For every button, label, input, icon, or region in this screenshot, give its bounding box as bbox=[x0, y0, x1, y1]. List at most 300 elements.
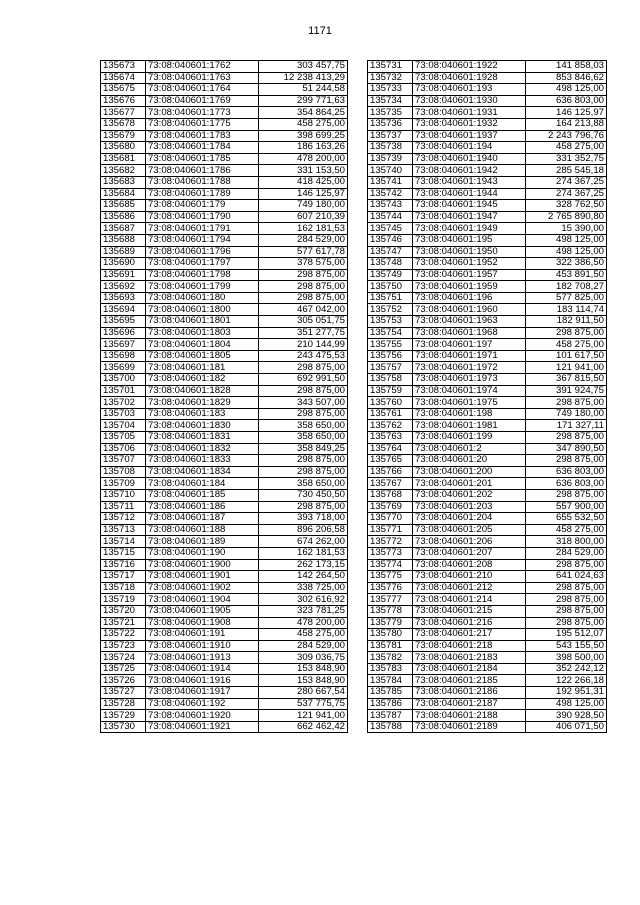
cadastral-number-cell: 73:08:040601:195 bbox=[413, 234, 526, 246]
table-row bbox=[101, 594, 348, 606]
row-number-cell: 135737 bbox=[368, 130, 413, 142]
row-number-cell: 135779 bbox=[368, 617, 413, 629]
table-row bbox=[101, 61, 348, 73]
value-cell: 331 352,75 bbox=[526, 153, 607, 165]
cadastral-number-cell: 73:08:040601:1952 bbox=[413, 258, 526, 270]
table-row bbox=[101, 397, 348, 409]
table-row bbox=[101, 200, 348, 212]
value-cell: 162 181,53 bbox=[259, 223, 348, 235]
row-number-cell: 135782 bbox=[368, 652, 413, 664]
cadastral-number-cell: 73:08:040601:1916 bbox=[146, 675, 259, 687]
row-number-cell: 135775 bbox=[368, 571, 413, 583]
value-cell: 367 815,50 bbox=[526, 374, 607, 386]
row-number-cell: 135781 bbox=[368, 640, 413, 652]
value-cell: 478 200,00 bbox=[259, 617, 348, 629]
value-cell: 101 617,50 bbox=[526, 350, 607, 362]
table-row bbox=[101, 72, 348, 84]
row-number-cell: 135689 bbox=[101, 246, 146, 258]
table-row bbox=[368, 327, 607, 339]
register-table-right-body bbox=[368, 61, 607, 733]
table-row bbox=[101, 524, 348, 536]
value-cell: 186 163,26 bbox=[259, 142, 348, 154]
cadastral-number-cell: 73:08:040601:1930 bbox=[413, 95, 526, 107]
table-row bbox=[101, 675, 348, 687]
table-row bbox=[101, 258, 348, 270]
value-cell: 122 266,18 bbox=[526, 675, 607, 687]
value-cell: 305 051,75 bbox=[259, 316, 348, 328]
value-cell: 351 277,75 bbox=[259, 327, 348, 339]
value-cell: 453 891,50 bbox=[526, 269, 607, 281]
cadastral-number-cell: 73:08:040601:1940 bbox=[413, 153, 526, 165]
cadastral-number-cell: 73:08:040601:1784 bbox=[146, 142, 259, 154]
cadastral-number-cell: 73:08:040601:1904 bbox=[146, 594, 259, 606]
cadastral-number-cell: 73:08:040601:1937 bbox=[413, 130, 526, 142]
table-row bbox=[101, 571, 348, 583]
row-number-cell: 135673 bbox=[101, 61, 146, 73]
value-cell: 498 125,00 bbox=[526, 84, 607, 96]
cadastral-number-cell: 73:08:040601:1804 bbox=[146, 339, 259, 351]
table-row bbox=[368, 153, 607, 165]
value-cell: 730 450,50 bbox=[259, 489, 348, 501]
cadastral-number-cell: 73:08:040601:197 bbox=[413, 339, 526, 351]
row-number-cell: 135703 bbox=[101, 408, 146, 420]
row-number-cell: 135715 bbox=[101, 547, 146, 559]
value-cell: 406 071,50 bbox=[526, 721, 607, 733]
row-number-cell: 135752 bbox=[368, 304, 413, 316]
cadastral-number-cell: 73:08:040601:1763 bbox=[146, 72, 259, 84]
row-number-cell: 135760 bbox=[368, 397, 413, 409]
row-number-cell: 135736 bbox=[368, 118, 413, 130]
table-row bbox=[368, 721, 607, 733]
table-row bbox=[101, 698, 348, 710]
table-row bbox=[101, 269, 348, 281]
row-number-cell: 135739 bbox=[368, 153, 413, 165]
row-number-cell: 135763 bbox=[368, 432, 413, 444]
cadastral-number-cell: 73:08:040601:201 bbox=[413, 478, 526, 490]
row-number-cell: 135756 bbox=[368, 350, 413, 362]
table-row bbox=[101, 605, 348, 617]
table-row bbox=[368, 188, 607, 200]
table-row bbox=[368, 269, 607, 281]
row-number-cell: 135731 bbox=[368, 61, 413, 73]
value-cell: 692 991,50 bbox=[259, 374, 348, 386]
value-cell: 478 200,00 bbox=[259, 153, 348, 165]
value-cell: 458 275,00 bbox=[259, 629, 348, 641]
table-row bbox=[101, 513, 348, 525]
table-row bbox=[101, 385, 348, 397]
table-row bbox=[101, 281, 348, 293]
cadastral-number-cell: 73:08:040601:194 bbox=[413, 142, 526, 154]
table-row bbox=[368, 478, 607, 490]
row-number-cell: 135733 bbox=[368, 84, 413, 96]
value-cell: 458 275,00 bbox=[526, 524, 607, 536]
row-number-cell: 135784 bbox=[368, 675, 413, 687]
row-number-cell: 135764 bbox=[368, 443, 413, 455]
cadastral-number-cell: 73:08:040601:1769 bbox=[146, 95, 259, 107]
table-row bbox=[368, 710, 607, 722]
table-row bbox=[368, 547, 607, 559]
table-row bbox=[368, 536, 607, 548]
row-number-cell: 135694 bbox=[101, 304, 146, 316]
row-number-cell: 135699 bbox=[101, 362, 146, 374]
value-cell: 298 875,00 bbox=[526, 432, 607, 444]
value-cell: 358 650,00 bbox=[259, 420, 348, 432]
cadastral-number-cell: 73:08:040601:1932 bbox=[413, 118, 526, 130]
table-row bbox=[368, 84, 607, 96]
row-number-cell: 135754 bbox=[368, 327, 413, 339]
row-number-cell: 135788 bbox=[368, 721, 413, 733]
value-cell: 749 180,00 bbox=[259, 200, 348, 212]
cadastral-number-cell: 73:08:040601:1791 bbox=[146, 223, 259, 235]
cadastral-number-cell: 73:08:040601:179 bbox=[146, 200, 259, 212]
table-row bbox=[368, 571, 607, 583]
row-number-cell: 135711 bbox=[101, 501, 146, 513]
table-row bbox=[101, 547, 348, 559]
cadastral-number-cell: 73:08:040601:1921 bbox=[146, 721, 259, 733]
row-number-cell: 135787 bbox=[368, 710, 413, 722]
table-row bbox=[368, 304, 607, 316]
value-cell: 243 475,53 bbox=[259, 350, 348, 362]
table-row bbox=[368, 489, 607, 501]
table-row bbox=[368, 501, 607, 513]
table-row bbox=[368, 72, 607, 84]
cadastral-number-cell: 73:08:040601:1798 bbox=[146, 269, 259, 281]
cadastral-number-cell: 73:08:040601:1900 bbox=[146, 559, 259, 571]
table-row bbox=[101, 443, 348, 455]
cadastral-number-cell: 73:08:040601:1959 bbox=[413, 281, 526, 293]
cadastral-number-cell: 73:08:040601:1831 bbox=[146, 432, 259, 444]
row-number-cell: 135742 bbox=[368, 188, 413, 200]
cadastral-number-cell: 73:08:040601:1833 bbox=[146, 455, 259, 467]
cadastral-number-cell: 73:08:040601:1828 bbox=[146, 385, 259, 397]
table-row bbox=[368, 605, 607, 617]
table-row bbox=[101, 640, 348, 652]
table-row bbox=[368, 211, 607, 223]
value-cell: 398 500,00 bbox=[526, 652, 607, 664]
table-row bbox=[101, 687, 348, 699]
row-number-cell: 135730 bbox=[101, 721, 146, 733]
cadastral-number-cell: 73:08:040601:1971 bbox=[413, 350, 526, 362]
value-cell: 853 846,62 bbox=[526, 72, 607, 84]
table-row bbox=[368, 374, 607, 386]
value-cell: 543 155,50 bbox=[526, 640, 607, 652]
row-number-cell: 135777 bbox=[368, 594, 413, 606]
value-cell: 298 875,00 bbox=[526, 397, 607, 409]
cadastral-number-cell: 73:08:040601:200 bbox=[413, 466, 526, 478]
value-cell: 274 367,25 bbox=[526, 176, 607, 188]
cadastral-number-cell: 73:08:040601:216 bbox=[413, 617, 526, 629]
value-cell: 303 457,75 bbox=[259, 61, 348, 73]
value-cell: 537 775,75 bbox=[259, 698, 348, 710]
row-number-cell: 135676 bbox=[101, 95, 146, 107]
table-row bbox=[368, 61, 607, 73]
row-number-cell: 135691 bbox=[101, 269, 146, 281]
row-number-cell: 135701 bbox=[101, 385, 146, 397]
cadastral-number-cell: 73:08:040601:1944 bbox=[413, 188, 526, 200]
register-table-left-body bbox=[101, 61, 348, 733]
cadastral-number-cell: 73:08:040601:1949 bbox=[413, 223, 526, 235]
cadastral-number-cell: 73:08:040601:1908 bbox=[146, 617, 259, 629]
cadastral-number-cell: 73:08:040601:210 bbox=[413, 571, 526, 583]
table-row bbox=[368, 594, 607, 606]
value-cell: 458 275,00 bbox=[526, 339, 607, 351]
cadastral-number-cell: 73:08:040601:188 bbox=[146, 524, 259, 536]
table-row bbox=[368, 397, 607, 409]
cadastral-number-cell: 73:08:040601:212 bbox=[413, 582, 526, 594]
table-row bbox=[101, 455, 348, 467]
value-cell: 164 213,88 bbox=[526, 118, 607, 130]
value-cell: 577 617,78 bbox=[259, 246, 348, 258]
table-row bbox=[368, 617, 607, 629]
row-number-cell: 135724 bbox=[101, 652, 146, 664]
cadastral-number-cell: 73:08:040601:1797 bbox=[146, 258, 259, 270]
cadastral-number-cell: 73:08:040601:2186 bbox=[413, 687, 526, 699]
value-cell: 298 875,00 bbox=[259, 292, 348, 304]
cadastral-number-cell: 73:08:040601:1960 bbox=[413, 304, 526, 316]
value-cell: 182 708,27 bbox=[526, 281, 607, 293]
cadastral-number-cell: 73:08:040601:203 bbox=[413, 501, 526, 513]
row-number-cell: 135714 bbox=[101, 536, 146, 548]
cadastral-number-cell: 73:08:040601:1972 bbox=[413, 362, 526, 374]
cadastral-number-cell: 73:08:040601:1829 bbox=[146, 397, 259, 409]
cadastral-number-cell: 73:08:040601:184 bbox=[146, 478, 259, 490]
value-cell: 274 367,25 bbox=[526, 188, 607, 200]
cadastral-number-cell: 73:08:040601:1945 bbox=[413, 200, 526, 212]
cadastral-number-cell: 73:08:040601:1901 bbox=[146, 571, 259, 583]
cadastral-number-cell: 73:08:040601:1788 bbox=[146, 176, 259, 188]
value-cell: 298 875,00 bbox=[526, 594, 607, 606]
cadastral-number-cell: 73:08:040601:1790 bbox=[146, 211, 259, 223]
row-number-cell: 135677 bbox=[101, 107, 146, 119]
cadastral-number-cell: 73:08:040601:1975 bbox=[413, 397, 526, 409]
value-cell: 298 875,00 bbox=[259, 385, 348, 397]
cadastral-number-cell: 73:08:040601:205 bbox=[413, 524, 526, 536]
row-number-cell: 135678 bbox=[101, 118, 146, 130]
row-number-cell: 135776 bbox=[368, 582, 413, 594]
cadastral-number-cell: 73:08:040601:181 bbox=[146, 362, 259, 374]
value-cell: 458 275,00 bbox=[259, 118, 348, 130]
value-cell: 391 924,75 bbox=[526, 385, 607, 397]
row-number-cell: 135684 bbox=[101, 188, 146, 200]
table-row bbox=[101, 432, 348, 444]
cadastral-number-cell: 73:08:040601:1796 bbox=[146, 246, 259, 258]
row-number-cell: 135761 bbox=[368, 408, 413, 420]
row-number-cell: 135759 bbox=[368, 385, 413, 397]
value-cell: 298 875,00 bbox=[526, 559, 607, 571]
row-number-cell: 135735 bbox=[368, 107, 413, 119]
table-row bbox=[101, 165, 348, 177]
row-number-cell: 135748 bbox=[368, 258, 413, 270]
cadastral-number-cell: 73:08:040601:193 bbox=[413, 84, 526, 96]
cadastral-number-cell: 73:08:040601:1931 bbox=[413, 107, 526, 119]
value-cell: 153 848,90 bbox=[259, 675, 348, 687]
cadastral-number-cell: 73:08:040601:1801 bbox=[146, 316, 259, 328]
cadastral-number-cell: 73:08:040601:215 bbox=[413, 605, 526, 617]
table-row bbox=[368, 339, 607, 351]
table-row bbox=[368, 559, 607, 571]
value-cell: 15 390,00 bbox=[526, 223, 607, 235]
row-number-cell: 135771 bbox=[368, 524, 413, 536]
value-cell: 418 425,00 bbox=[259, 176, 348, 188]
value-cell: 183 114,74 bbox=[526, 304, 607, 316]
cadastral-number-cell: 73:08:040601:192 bbox=[146, 698, 259, 710]
table-row bbox=[368, 455, 607, 467]
value-cell: 284 529,00 bbox=[259, 640, 348, 652]
row-number-cell: 135682 bbox=[101, 165, 146, 177]
table-row bbox=[368, 95, 607, 107]
cadastral-number-cell: 73:08:040601:1947 bbox=[413, 211, 526, 223]
table-row bbox=[368, 652, 607, 664]
value-cell: 331 153,50 bbox=[259, 165, 348, 177]
value-cell: 749 180,00 bbox=[526, 408, 607, 420]
table-row bbox=[368, 176, 607, 188]
cadastral-number-cell: 73:08:040601:2183 bbox=[413, 652, 526, 664]
row-number-cell: 135726 bbox=[101, 675, 146, 687]
row-number-cell: 135751 bbox=[368, 292, 413, 304]
row-number-cell: 135718 bbox=[101, 582, 146, 594]
row-number-cell: 135757 bbox=[368, 362, 413, 374]
table-row bbox=[368, 420, 607, 432]
table-row bbox=[101, 234, 348, 246]
value-cell: 195 512,07 bbox=[526, 629, 607, 641]
row-number-cell: 135705 bbox=[101, 432, 146, 444]
table-row bbox=[368, 292, 607, 304]
cadastral-number-cell: 73:08:040601:1789 bbox=[146, 188, 259, 200]
value-cell: 358 650,00 bbox=[259, 432, 348, 444]
value-cell: 641 024,63 bbox=[526, 571, 607, 583]
value-cell: 146 125,97 bbox=[259, 188, 348, 200]
cadastral-number-cell: 73:08:040601:186 bbox=[146, 501, 259, 513]
cadastral-number-cell: 73:08:040601:1942 bbox=[413, 165, 526, 177]
value-cell: 162 181,53 bbox=[259, 547, 348, 559]
table-row bbox=[368, 200, 607, 212]
row-number-cell: 135697 bbox=[101, 339, 146, 351]
cadastral-number-cell: 73:08:040601:180 bbox=[146, 292, 259, 304]
row-number-cell: 135783 bbox=[368, 663, 413, 675]
cadastral-number-cell: 73:08:040601:1764 bbox=[146, 84, 259, 96]
table-row bbox=[101, 223, 348, 235]
table-row bbox=[368, 258, 607, 270]
cadastral-number-cell: 73:08:040601:1803 bbox=[146, 327, 259, 339]
row-number-cell: 135749 bbox=[368, 269, 413, 281]
table-row bbox=[101, 663, 348, 675]
table-row bbox=[101, 84, 348, 96]
cadastral-number-cell: 73:08:040601:1775 bbox=[146, 118, 259, 130]
row-number-cell: 135772 bbox=[368, 536, 413, 548]
row-number-cell: 135746 bbox=[368, 234, 413, 246]
table-row bbox=[101, 617, 348, 629]
table-row bbox=[101, 350, 348, 362]
value-cell: 636 803,00 bbox=[526, 95, 607, 107]
cadastral-number-cell: 73:08:040601:1928 bbox=[413, 72, 526, 84]
table-row bbox=[368, 246, 607, 258]
row-number-cell: 135722 bbox=[101, 629, 146, 641]
cadastral-number-cell: 73:08:040601:217 bbox=[413, 629, 526, 641]
cadastral-number-cell: 73:08:040601:2189 bbox=[413, 721, 526, 733]
row-number-cell: 135721 bbox=[101, 617, 146, 629]
row-number-cell: 135709 bbox=[101, 478, 146, 490]
value-cell: 298 875,00 bbox=[259, 269, 348, 281]
row-number-cell: 135723 bbox=[101, 640, 146, 652]
value-cell: 121 941,00 bbox=[259, 710, 348, 722]
value-cell: 298 875,00 bbox=[526, 617, 607, 629]
value-cell: 498 125,00 bbox=[526, 246, 607, 258]
cadastral-number-cell: 73:08:040601:20 bbox=[413, 455, 526, 467]
cadastral-number-cell: 73:08:040601:1963 bbox=[413, 316, 526, 328]
register-table-right bbox=[367, 60, 607, 733]
cadastral-number-cell: 73:08:040601:1920 bbox=[146, 710, 259, 722]
cadastral-number-cell: 73:08:040601:190 bbox=[146, 547, 259, 559]
row-number-cell: 135767 bbox=[368, 478, 413, 490]
value-cell: 192 951,31 bbox=[526, 687, 607, 699]
table-row bbox=[368, 385, 607, 397]
cadastral-number-cell: 73:08:040601:208 bbox=[413, 559, 526, 571]
value-cell: 636 803,00 bbox=[526, 466, 607, 478]
row-number-cell: 135685 bbox=[101, 200, 146, 212]
value-cell: 298 875,00 bbox=[259, 408, 348, 420]
value-cell: 343 507,00 bbox=[259, 397, 348, 409]
row-number-cell: 135745 bbox=[368, 223, 413, 235]
value-cell: 298 875,00 bbox=[259, 501, 348, 513]
table-row bbox=[101, 501, 348, 513]
value-cell: 298 875,00 bbox=[259, 281, 348, 293]
value-cell: 2 243 796,76 bbox=[526, 130, 607, 142]
value-cell: 284 529,00 bbox=[526, 547, 607, 559]
row-number-cell: 135674 bbox=[101, 72, 146, 84]
table-row bbox=[101, 327, 348, 339]
table-row bbox=[368, 629, 607, 641]
value-cell: 338 725,00 bbox=[259, 582, 348, 594]
table-row bbox=[368, 513, 607, 525]
row-number-cell: 135732 bbox=[368, 72, 413, 84]
row-number-cell: 135680 bbox=[101, 142, 146, 154]
value-cell: 171 327,11 bbox=[526, 420, 607, 432]
row-number-cell: 135704 bbox=[101, 420, 146, 432]
table-row bbox=[368, 663, 607, 675]
cadastral-number-cell: 73:08:040601:2185 bbox=[413, 675, 526, 687]
value-cell: 498 125,00 bbox=[526, 698, 607, 710]
cadastral-number-cell: 73:08:040601:2 bbox=[413, 443, 526, 455]
table-row bbox=[368, 443, 607, 455]
table-row bbox=[101, 142, 348, 154]
cadastral-number-cell: 73:08:040601:1805 bbox=[146, 350, 259, 362]
table-row bbox=[368, 362, 607, 374]
row-number-cell: 135758 bbox=[368, 374, 413, 386]
row-number-cell: 135728 bbox=[101, 698, 146, 710]
register-table-left bbox=[100, 60, 348, 733]
cadastral-number-cell: 73:08:040601:2184 bbox=[413, 663, 526, 675]
cadastral-number-cell: 73:08:040601:191 bbox=[146, 629, 259, 641]
table-row bbox=[368, 118, 607, 130]
row-number-cell: 135780 bbox=[368, 629, 413, 641]
table-row bbox=[101, 478, 348, 490]
cadastral-number-cell: 73:08:040601:1968 bbox=[413, 327, 526, 339]
value-cell: 318 800,00 bbox=[526, 536, 607, 548]
row-number-cell: 135786 bbox=[368, 698, 413, 710]
value-cell: 121 941,00 bbox=[526, 362, 607, 374]
value-cell: 298 875,00 bbox=[259, 466, 348, 478]
cadastral-number-cell: 73:08:040601:218 bbox=[413, 640, 526, 652]
row-number-cell: 135747 bbox=[368, 246, 413, 258]
row-number-cell: 135675 bbox=[101, 84, 146, 96]
table-row bbox=[368, 432, 607, 444]
cadastral-number-cell: 73:08:040601:1834 bbox=[146, 466, 259, 478]
row-number-cell: 135766 bbox=[368, 466, 413, 478]
row-number-cell: 135695 bbox=[101, 316, 146, 328]
value-cell: 323 781,25 bbox=[259, 605, 348, 617]
table-row bbox=[101, 339, 348, 351]
row-number-cell: 135743 bbox=[368, 200, 413, 212]
